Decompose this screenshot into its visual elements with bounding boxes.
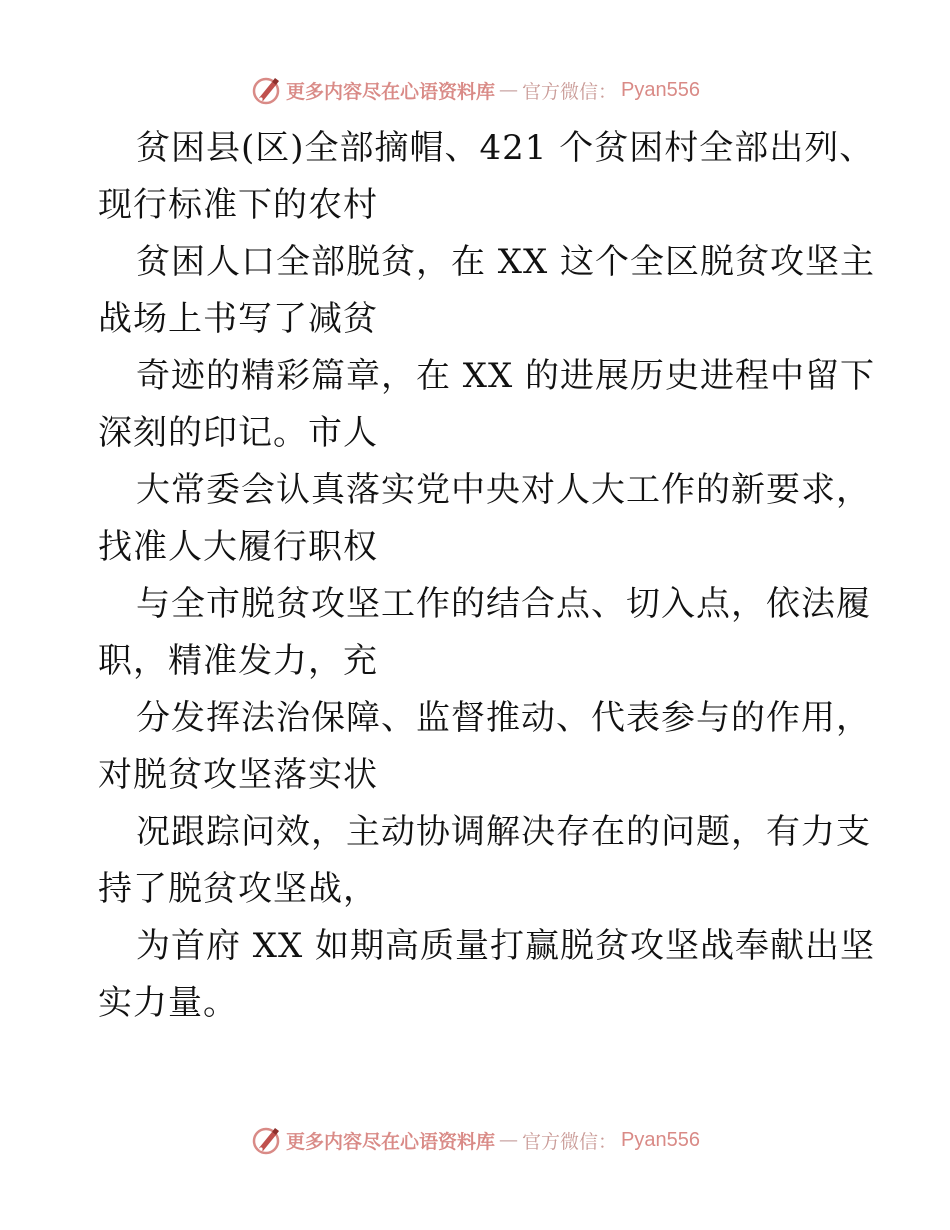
banner-wechat-label: 官方微信： [522, 1130, 618, 1153]
paragraph-line: 持了脱贫攻坚战， [98, 869, 378, 909]
paragraph-line: 为首府 XX 如期高质量打赢脱贫攻坚战奉献出坚 [136, 926, 876, 966]
footer-banner [0, 1120, 950, 1160]
paragraph-6 [98, 690, 871, 804]
paragraph-5 [98, 576, 871, 690]
paragraph-3 [98, 348, 876, 462]
paragraph-4 [98, 462, 871, 576]
paragraph-line: 奇迹的精彩篇章，在 XX 的进展历史进程中留下 [136, 356, 876, 396]
banner-main-text: 更多内容尽在心语资料库 [286, 1130, 496, 1153]
paragraph-line: 找准人大履行职权 [98, 527, 378, 567]
paragraph-line: 分发挥法治保障、监督推动、代表参与的作用， [136, 698, 871, 738]
paragraph-line: 与全市脱贫攻坚工作的结合点、切入点，依法履 [136, 584, 871, 624]
paragraph-8 [98, 918, 876, 1032]
paragraph-1 [98, 120, 875, 234]
paragraph-line: 贫困人口全部脱贫，在 XX 这个全区脱贫攻坚主 [136, 242, 876, 282]
paragraph-line: 现行标准下的农村 [98, 185, 378, 225]
paragraph-line: 实力量。 [98, 983, 238, 1023]
document-body [98, 120, 876, 1032]
paragraph-line: 贫困县(区)全部摘帽、421 个贫困村全部出列、 [136, 128, 875, 168]
banner-wechat-label: 官方微信： [522, 80, 618, 103]
banner-dash: — [499, 1129, 519, 1151]
footer-banner-inner [250, 1124, 700, 1156]
pen-logo-icon [250, 1124, 282, 1156]
banner-wechat-id: Pyan556 [621, 1128, 700, 1151]
paragraph-line: 深刻的印记。市人 [98, 413, 378, 453]
banner-wechat-id: Pyan556 [621, 78, 700, 101]
header-banner [0, 70, 950, 110]
paragraph-line: 职，精准发力，充 [98, 641, 378, 681]
paragraph-2 [98, 234, 876, 348]
banner-main-text: 更多内容尽在心语资料库 [286, 80, 496, 103]
pen-logo-icon [250, 74, 282, 106]
paragraph-line: 况跟踪问效，主动协调解决存在的问题，有力支 [136, 812, 871, 852]
paragraph-line: 战场上书写了减贫 [98, 299, 378, 339]
paragraph-7 [98, 804, 871, 918]
banner-dash: — [499, 79, 519, 101]
paragraph-line: 大常委会认真落实党中央对人大工作的新要求， [136, 470, 871, 510]
paragraph-line: 对脱贫攻坚落实状 [98, 755, 378, 795]
header-banner-inner [250, 74, 700, 106]
